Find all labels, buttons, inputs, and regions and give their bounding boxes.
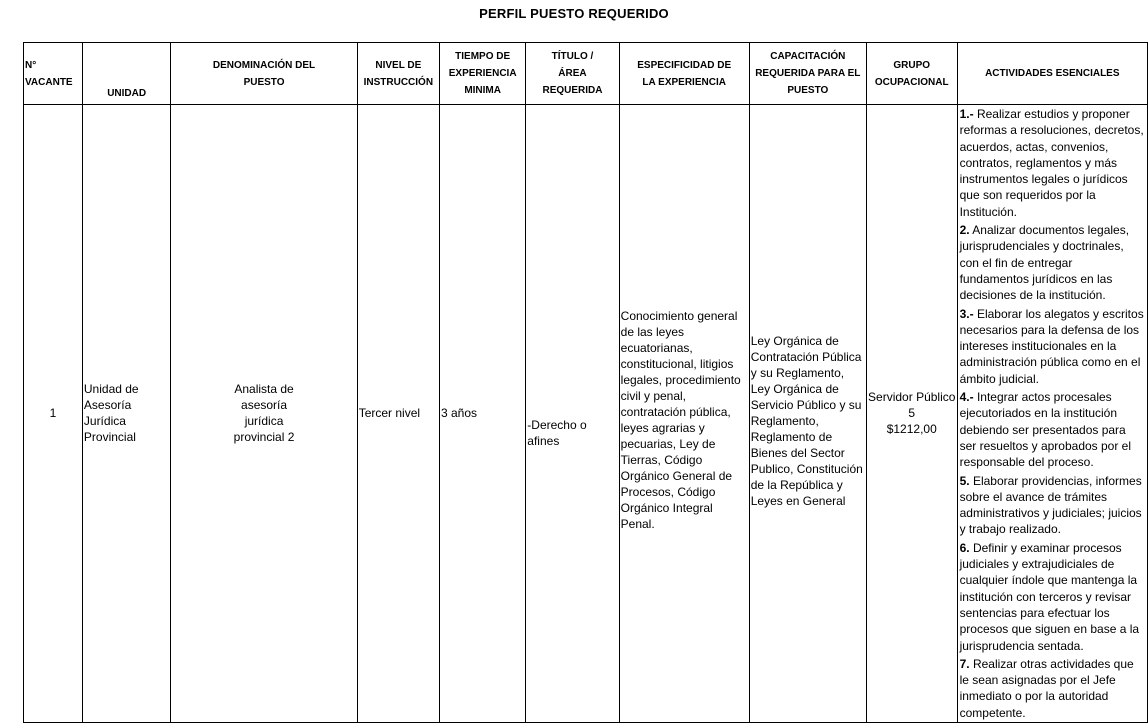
activity-number: 2. [959,223,970,238]
header-actividades: ACTIVIDADES ESENCIALES [957,43,1147,105]
activity-item [960,306,1145,387]
cell-denominacion: Analista de asesoría jurídica provincial 2 [171,105,357,723]
activity-text: Elaborar los alegatos y escritos necesarios para la defensa de los intereses institucionales en la administración pública como en el ámbito judicial. [959,306,1144,386]
activity-number: 4.- [959,390,974,405]
header-capacitacion: CAPACITACIÓN REQUERIDA PARA EL PUESTO [749,43,866,105]
header-tiempo: TIEMPO DE EXPERIENCIA MINIMA [440,43,526,105]
grupo-name: Servidor Público 5 [868,390,956,421]
activity-item [960,540,1145,654]
activity-number: 5. [959,473,970,488]
cell-tiempo: 3 años [440,105,526,723]
activity-number: 7. [959,656,970,671]
activity-number: 6. [959,540,970,555]
activity-text: Realizar estudios y proponer reformas a resoluciones, decretos, acuerdos, actas, convenios, contratos, reglamentos y más instrumentos legales o jurídicos que son requeridos por la Institución. [959,107,1144,219]
activity-item [960,106,1145,220]
header-vacante: N° VACANTE [24,43,83,105]
activity-text: Integrar actos procesales ejecutoriados en la institución debiendo ser presentados para ser resueltos y aprobados por el responsable del proceso. [959,390,1132,470]
cell-nivel: Tercer nivel [357,105,439,723]
activity-item [960,473,1145,538]
cell-especificidad: Conocimiento general de las leyes ecuatorianas, constitucional, litigios legales, procedimiento civil y penal, contratación pública, leyes agrarias y pecuarias, Ley de Tierras, Código Orgánico General de Procesos, Código Orgánico Integral Penal. [619,105,749,723]
header-unidad: UNIDAD [82,43,170,105]
cell-titulo: -Derecho o afines [526,105,619,723]
activity-number: 3.- [959,306,974,321]
header-titulo: TÍTULO / ÁREA REQUERIDA [526,43,619,105]
activity-item [960,222,1145,303]
activity-text: Realizar otras actividades que le sean asignadas por el Jefe inmediato o por la autoridad competente. [959,656,1134,720]
activity-text: Definir y examinar procesos judiciales y extrajudiciales de cualquier índole que mantenga la institución con terceros y revisar sentencias para efectuar los procesos que siguen en base a la jurisprudencia sentada. [959,540,1140,653]
activity-text: Analizar documentos legales, jurisprudenciales y doctrinales, con el fin de entregar fundamentos jurídicos en las decisiones de la institución. [959,223,1130,303]
table-row [24,105,1148,723]
header-row [24,43,1148,105]
cell-grupo [866,105,957,723]
activity-number: 1.- [959,107,974,121]
header-especificidad: ESPECIFICIDAD DE LA EXPERIENCIA [619,43,749,105]
cell-unidad: Unidad de Asesoría Jurídica Provincial [82,105,170,723]
cell-vacante: 1 [24,105,83,723]
header-grupo: GRUPO OCUPACIONAL [866,43,957,105]
cell-actividades [957,105,1147,723]
profile-table [23,42,1148,723]
activity-text: Elaborar providencias, informes sobre el avance de trámites administrativos y judiciales; juicios y trabajo realizado. [959,473,1142,537]
activity-item [960,656,1145,721]
cell-capacitacion: Ley Orgánica de Contratación Pública y su Reglamento, Ley Orgánica de Servicio Público y su Reglamento, Reglamento de Bienes del Sector Publico, Constitución de la República y Leyes en General [749,105,866,723]
header-nivel: NIVEL DE INSTRUCCIÓN [357,43,439,105]
grupo-salary: $1212,00 [886,422,937,437]
activity-item [960,389,1145,470]
header-denominacion: DENOMINACIÓN DEL PUESTO [171,43,357,105]
page-title: PERFIL PUESTO REQUERIDO [479,6,669,21]
